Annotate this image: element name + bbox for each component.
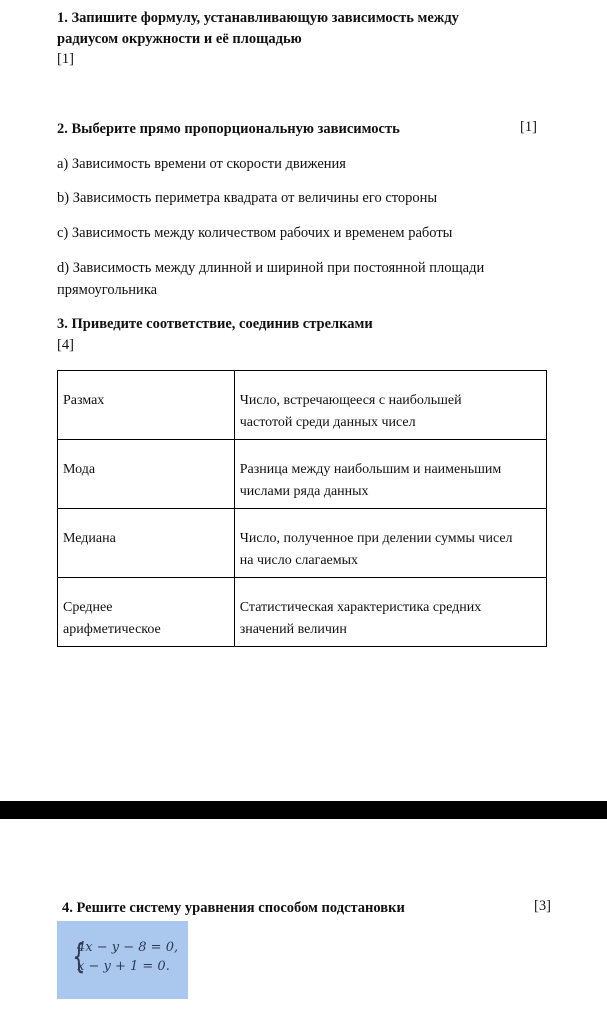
matching-table [57, 370, 547, 647]
term-text-line1: Среднее [63, 600, 113, 615]
definition-text-line1: Разница между наибольшим и наименьшим [239, 462, 502, 477]
q2-title: 2. Выберите прямо пропорциональную зависимость [57, 121, 400, 137]
q2-option-c: c) Зависимость между количеством рабочих и временем работы [57, 225, 453, 241]
term-text: Мода [63, 462, 96, 477]
definition-text-line1: Число, полученное при делении суммы чисел [239, 531, 513, 546]
table-row [58, 440, 547, 509]
q2-option-b: b) Зависимость периметра квадрата от величины его стороны [57, 190, 438, 206]
term-cell [58, 371, 235, 440]
q2-option-a: a) Зависимость времени от скорости движения [57, 156, 346, 172]
q4-points: [3] [534, 898, 551, 914]
definition-text-line2: значений величин [239, 622, 347, 637]
definition-text-line1: Статистическая характеристика средних [239, 600, 482, 615]
equation-system-image [57, 921, 188, 999]
definition-text-line1: Число, встречающееся с наибольшей [239, 393, 462, 408]
table-row [58, 371, 547, 440]
q1-title-line1: 1. Запишите формулу, устанавливающую зависимость между [57, 10, 459, 26]
definition-cell [234, 371, 546, 440]
q4-title: 4. Решите систему уравнения способом подстановки [62, 900, 405, 916]
curly-brace-icon: { [72, 937, 86, 977]
term-cell [58, 509, 235, 578]
table-row [58, 578, 547, 647]
q2-option-d-line1: d) Зависимость между длинной и шириной при постоянной площади [57, 260, 485, 276]
definition-text-line2: частотой среди данных чисел [239, 415, 416, 430]
term-text-line2: арифметическое [63, 622, 161, 637]
q3-points: [4] [57, 337, 74, 353]
definition-cell [234, 578, 546, 647]
term-cell [58, 578, 235, 647]
definition-text-line2: на число слагаемых [239, 553, 359, 568]
term-text: Размах [63, 393, 105, 408]
term-cell [58, 440, 235, 509]
equation-line-1: 4x − y − 8 = 0, [77, 940, 179, 955]
q2-option-d-line2: прямоугольника [57, 282, 158, 298]
table-row [58, 509, 547, 578]
equation-line-2: x − y + 1 = 0. [77, 959, 170, 974]
page-separator-band [0, 801, 607, 819]
definition-text-line2: числами ряда данных [239, 484, 369, 499]
definition-cell [234, 509, 546, 578]
definition-cell [234, 440, 546, 509]
term-text: Медиана [63, 531, 116, 546]
equation-system [72, 937, 179, 977]
q3-title: 3. Приведите соответствие, соединив стрелками [57, 316, 373, 332]
q1-points: [1] [57, 51, 74, 67]
q1-title-line2: радиусом окружности и её площадью [57, 31, 302, 47]
q2-points: [1] [520, 119, 537, 135]
